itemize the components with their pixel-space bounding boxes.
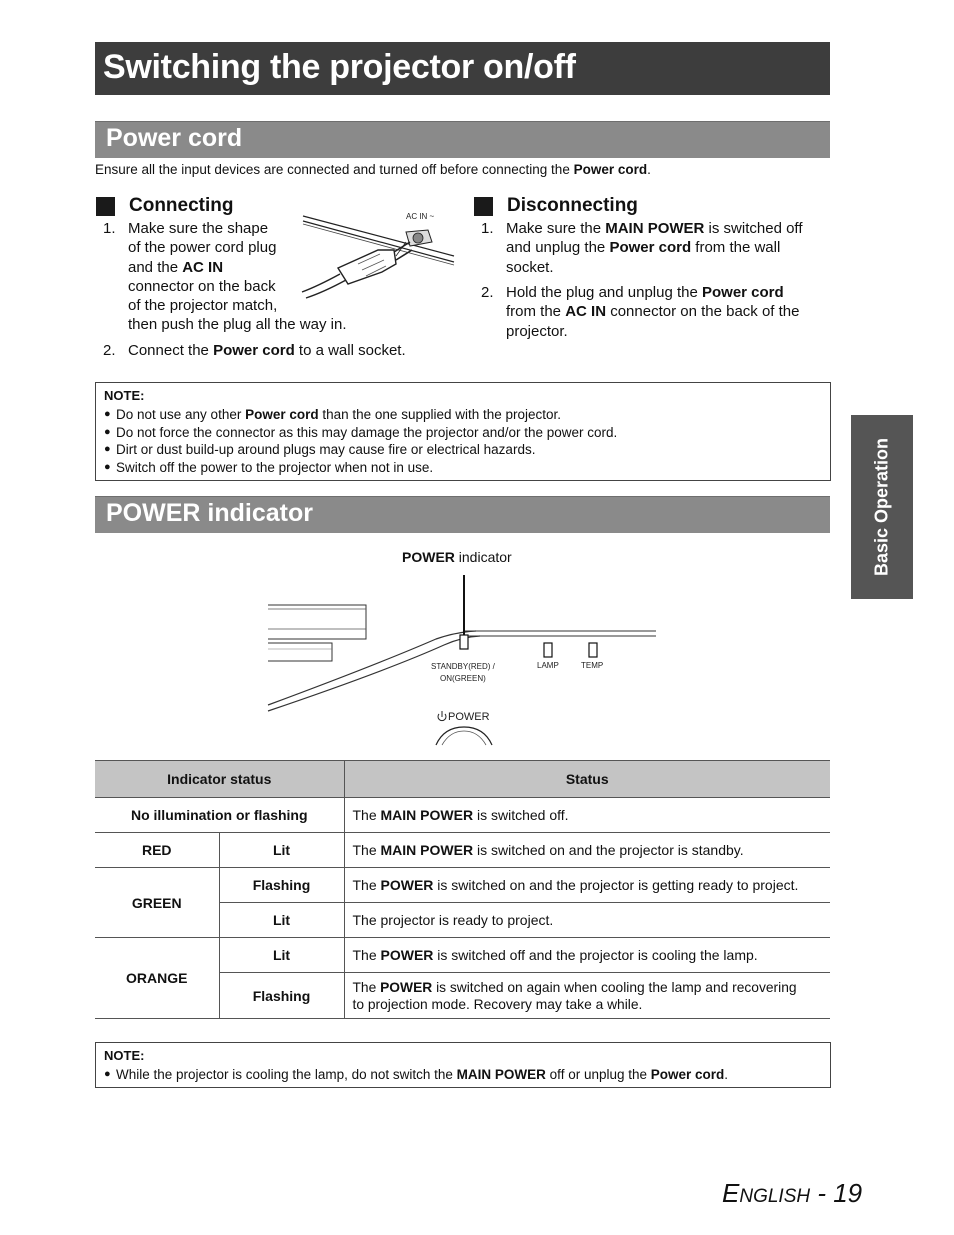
connecting-step-2: Connect the Power cord to a wall socket.	[128, 342, 406, 359]
bullet-icon: ●	[104, 425, 111, 438]
section-heading-power-cord: Power cord	[95, 121, 830, 158]
bullet-icon: ●	[104, 460, 111, 473]
disconnecting-heading: Disconnecting	[474, 195, 638, 217]
table-header-row	[95, 761, 830, 798]
disconnecting-steps: 1. Make sure the MAIN POWER is switched off and unplug the Power cord from the wall socket. 2. Hold the plug and unplug the Power cord from the AC IN connector on the back of the projector.	[481, 220, 803, 340]
table-header-indicator-status: Indicator status	[95, 761, 344, 798]
disconnecting-step-1: Make sure the MAIN POWER is switched off and unplug the Power cord from the wall socket.	[506, 220, 803, 276]
power-button-label: POWER	[448, 711, 490, 723]
page-footer: ENGLISH - 19	[722, 1178, 863, 1208]
square-bullet-icon	[96, 197, 115, 216]
connecting-heading: Connecting	[96, 195, 234, 217]
table-header-status: Status	[344, 761, 830, 798]
bullet-icon: ●	[104, 1068, 111, 1080]
table-row: Lit The projector is ready to project.	[95, 903, 830, 938]
connecting-step-1: Make sure the shape of the power cord plug and the AC IN connector on the back of the projector match, then push the plug all the way in.	[128, 220, 347, 334]
power-indicator-callout: POWER indicator	[402, 549, 512, 565]
note-bullet: ● Do not use any other Power cord than the one supplied with the projector.	[104, 407, 562, 422]
connecting-steps: 1. Make sure the shape of the power cord plug and the AC IN connector on the back of the projector match, then push the plug all the way in. 2. Connect the Power cord to a wall socket.	[103, 220, 406, 359]
table-row: RED Lit The MAIN POWER is switched on and the projector is standby.	[95, 833, 830, 868]
standby-label: STANDBY(RED) /	[431, 662, 495, 671]
table-row: ORANGE Lit The POWER is switched off and the projector is cooling the lamp.	[95, 938, 830, 973]
ac-in-label: AC IN ~	[406, 212, 435, 221]
power-cord-intro: Ensure all the input devices are connected and turned off before connecting the Power cord.	[95, 162, 651, 177]
side-tab-basic-operation: Basic Operation	[851, 415, 913, 599]
note-box-cooling: NOTE: ● While the projector is cooling the lamp, do not switch the MAIN POWER off or unplug the Power cord.	[95, 1042, 831, 1088]
table-row: Flashing The POWER is switched on again when cooling the lamp and recovering to projection mode. Recovery may take a while.	[95, 973, 830, 1019]
indicator-status-table	[95, 760, 830, 1019]
table-row: GREEN Flashing The POWER is switched on and the projector is getting ready to project.	[95, 868, 830, 903]
power-symbol-icon	[438, 711, 446, 721]
temp-label: TEMP	[581, 661, 604, 670]
note-bullet: ● Do not force the connector as this may damage the projector and/or the power cord.	[104, 424, 618, 440]
bullet-icon: ●	[104, 408, 111, 420]
square-bullet-icon	[474, 197, 493, 216]
power-cord-plug-figure	[298, 206, 458, 301]
lamp-label: LAMP	[537, 661, 559, 670]
page-title: Switching the projector on/off	[95, 42, 830, 95]
note-bullet: ● While the projector is cooling the lamp, do not switch the MAIN POWER off or unplug the Power cord.	[104, 1067, 729, 1082]
disconnecting-step-2: Hold the plug and unplug the Power cord from the AC IN connector on the back of the projector.	[506, 284, 800, 340]
note-box-power-cord: NOTE: ● Do not use any other Power cord than the one supplied with the projector. ● Do not force the connector as this may damage the projector and/or the power cord. ● Dirt or dust build-up around plugs may cause fire or electrical hazards. ● Switch off the power to the projector when not in use.	[95, 382, 831, 481]
power-indicator-figure	[266, 565, 658, 747]
table-row: No illumination or flashing The MAIN POWER is switched off.	[95, 798, 830, 833]
bullet-icon: ●	[104, 443, 111, 455]
section-heading-power-indicator: POWER indicator	[95, 496, 830, 533]
note-bullet: ● Switch off the power to the projector when not in use.	[104, 459, 434, 475]
note-bullet: ● Dirt or dust build-up around plugs may cause fire or electrical hazards.	[104, 442, 536, 457]
on-green-label: ON(GREEN)	[440, 674, 486, 683]
